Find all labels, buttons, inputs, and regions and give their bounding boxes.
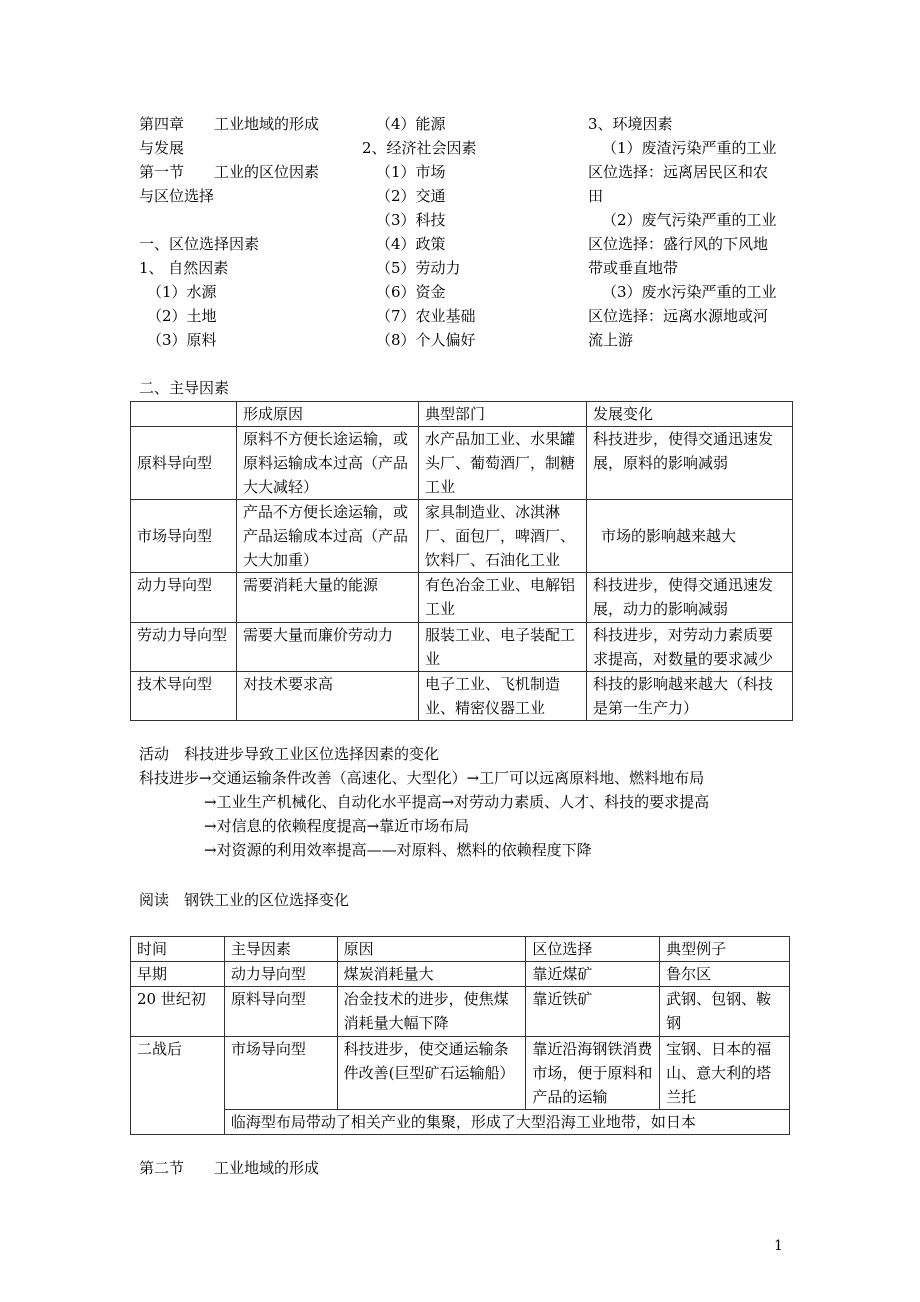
column-2 bbox=[362, 112, 477, 352]
page-number: 1 bbox=[774, 1238, 783, 1254]
list-item: （4）能源 bbox=[376, 115, 446, 133]
table-row bbox=[131, 1037, 790, 1110]
text-line: 带或垂直地带 bbox=[588, 259, 679, 277]
next-section-title: 第二节 工业地域的形成 bbox=[139, 1159, 320, 1177]
table-cell: 需要大量而廉价劳动力 bbox=[237, 623, 419, 672]
table-row bbox=[131, 427, 793, 500]
text-line: 3、环境因素 bbox=[588, 115, 673, 133]
list-item: （4）政策 bbox=[376, 235, 446, 253]
list-item: （3）原料 bbox=[147, 331, 217, 349]
leading-factors-table bbox=[130, 401, 793, 721]
list-item: （5）劳动力 bbox=[376, 259, 461, 277]
header-cell: 时间 bbox=[131, 937, 225, 962]
header-cell: 发展变化 bbox=[587, 402, 793, 427]
table-cell: 科技进步，对劳动力素质要求提高，对数量的要求减少 bbox=[587, 623, 793, 672]
table-note-cell: 临海型布局带动了相关产业的集聚，形成了大型沿海工业地带，如日本 bbox=[224, 1110, 789, 1135]
steel-industry-table bbox=[130, 936, 790, 1135]
heading-factors: 一、区位选择因素 bbox=[139, 235, 260, 253]
text-line: 区位选择：远离水源地或河 bbox=[588, 307, 769, 325]
list-item: （3）科技 bbox=[376, 211, 446, 229]
table-cell: 需要消耗大量的能源 bbox=[237, 573, 419, 623]
table-row bbox=[131, 1110, 790, 1135]
text-line: 1、 自然因素 bbox=[139, 259, 229, 277]
text-line: 区位选择：盛行风的下风地 bbox=[588, 235, 769, 253]
table-cell: 煤炭消耗量大 bbox=[337, 962, 526, 987]
header-cell: 典型例子 bbox=[660, 937, 790, 962]
table-row bbox=[131, 623, 793, 672]
header-cell: 原因 bbox=[337, 937, 526, 962]
table-row bbox=[131, 573, 793, 623]
table-cell: 原料不方便长途运输，或原料运输成本过高（产品大大减轻） bbox=[237, 427, 419, 500]
table-cell: 科技进步，使得交通迅速发展，动力的影响减弱 bbox=[587, 573, 793, 623]
table-cell: 20 世纪初 bbox=[131, 987, 225, 1037]
table-cell: 市场的影响越来越大 bbox=[587, 500, 793, 573]
activity-line: 科技进步→交通运输条件改善（高速化、大型化）→工厂可以远离原料地、燃料地布局 bbox=[139, 769, 705, 787]
table-cell: 服装工业、电子装配工业 bbox=[419, 623, 587, 672]
text-line: 田 bbox=[588, 187, 604, 205]
table-cell: 原料导向型 bbox=[131, 427, 237, 500]
table-cell: 动力导向型 bbox=[224, 962, 337, 987]
activity-line: →工业生产机械化、自动化水平提高→对劳动力素质、人才、科技的要求提高 bbox=[204, 793, 710, 811]
activity-line: →对资源的利用效率提高——对原料、燃料的依赖程度下降 bbox=[204, 841, 592, 859]
column-1 bbox=[139, 112, 319, 352]
list-item: （2）交通 bbox=[376, 187, 446, 205]
list-item: （2）土地 bbox=[147, 307, 217, 325]
table-cell: 靠近煤矿 bbox=[526, 962, 660, 987]
reading-title: 阅读 钢铁工业的区位选择变化 bbox=[139, 891, 350, 909]
section-title-leading-factors: 二、主导因素 bbox=[139, 379, 230, 397]
header-cell: 区位选择 bbox=[526, 937, 660, 962]
table-cell: 原料导向型 bbox=[224, 987, 337, 1037]
table-cell: 二战后 bbox=[131, 1037, 225, 1135]
header-cell: 主导因素 bbox=[224, 937, 337, 962]
table-cell: 市场导向型 bbox=[131, 500, 237, 573]
list-item: （6）资金 bbox=[376, 283, 446, 301]
text-line: （1）废渣污染严重的工业 bbox=[602, 139, 777, 157]
list-item: （1）市场 bbox=[376, 163, 446, 181]
header-cell bbox=[131, 402, 237, 427]
table-cell: 技术导向型 bbox=[131, 672, 237, 721]
table-cell: 有色冶金工业、电解铝工业 bbox=[419, 573, 587, 623]
blank-line bbox=[139, 208, 319, 232]
text-line: 2、经济社会因素 bbox=[362, 139, 477, 157]
table-cell: 科技进步，使得交通迅速发展，原料的影响减弱 bbox=[587, 427, 793, 500]
column-3 bbox=[588, 112, 777, 352]
table-cell: 电子工业、飞机制造业、精密仪器工业 bbox=[419, 672, 587, 721]
table-cell: 水产品加工业、水果罐头厂、葡萄酒厂，制糖工业 bbox=[419, 427, 587, 500]
text-line: （2）废气污染严重的工业 bbox=[602, 211, 777, 229]
heading-section: 第一节 工业的区位因素 bbox=[139, 163, 320, 181]
table-row bbox=[131, 962, 790, 987]
activity-line: →对信息的依赖程度提高→靠近市场布局 bbox=[204, 817, 470, 835]
table-header-row bbox=[131, 402, 793, 427]
table-cell: 产品不方便长途运输，或产品运输成本过高（产品大大加重） bbox=[237, 500, 419, 573]
table-cell: 冶金技术的进步，使焦煤消耗量大幅下降 bbox=[337, 987, 526, 1037]
text-line: （3）废水污染严重的工业 bbox=[602, 283, 777, 301]
text-line: 与区位选择 bbox=[139, 187, 215, 205]
table-cell: 对技术要求高 bbox=[237, 672, 419, 721]
table-cell: 宝钢、日本的福山、意大利的塔兰托 bbox=[660, 1037, 790, 1110]
header-cell: 典型部门 bbox=[419, 402, 587, 427]
table-cell: 家具制造业、冰淇淋厂、面包厂，啤酒厂、饮料厂、石油化工业 bbox=[419, 500, 587, 573]
table-cell: 动力导向型 bbox=[131, 573, 237, 623]
table-cell: 劳动力导向型 bbox=[131, 623, 237, 672]
table-cell: 武钢、包钢、鞍钢 bbox=[660, 987, 790, 1037]
table-cell: 科技进步，使交通运输条件改善(巨型矿石运输船） bbox=[337, 1037, 526, 1110]
list-item: （7）农业基础 bbox=[376, 307, 476, 325]
header-cell: 形成原因 bbox=[237, 402, 419, 427]
table-row bbox=[131, 500, 793, 573]
table-row bbox=[131, 987, 790, 1037]
text-line: 与发展 bbox=[139, 139, 185, 157]
activity-title: 活动 科技进步导致工业区位选择因素的变化 bbox=[139, 745, 440, 763]
table-cell: 靠近铁矿 bbox=[526, 987, 660, 1037]
table-cell: 靠近沿海钢铁消费市场，便于原料和产品的运输 bbox=[526, 1037, 660, 1110]
table-cell: 鲁尔区 bbox=[660, 962, 790, 987]
table-header-row bbox=[131, 937, 790, 962]
heading-chapter: 第四章 工业地域的形成 bbox=[139, 115, 320, 133]
table-cell: 市场导向型 bbox=[224, 1037, 337, 1110]
table-cell: 科技的影响越来越大（科技是第一生产力） bbox=[587, 672, 793, 721]
list-item: （8）个人偏好 bbox=[376, 331, 476, 349]
table-cell: 早期 bbox=[131, 962, 225, 987]
table-row bbox=[131, 672, 793, 721]
text-line: 区位选择：远离居民区和农 bbox=[588, 163, 769, 181]
text-line: 流上游 bbox=[588, 331, 634, 349]
list-item: （1）水源 bbox=[147, 283, 217, 301]
